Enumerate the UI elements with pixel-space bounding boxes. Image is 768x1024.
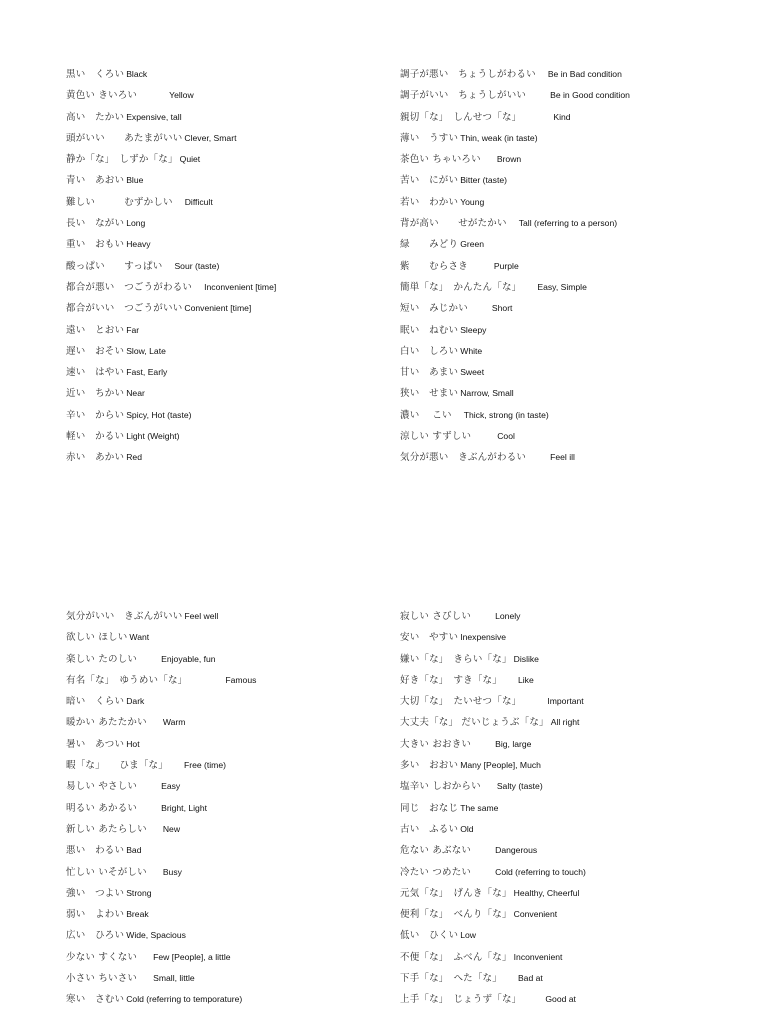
vocab-row xyxy=(66,256,276,277)
vocab-row xyxy=(66,64,276,85)
vocab-row xyxy=(400,734,586,755)
vocab-japanese: 弱い よわい xyxy=(66,909,125,921)
vocab-japanese: 酸っぱい すっぱい xyxy=(66,260,163,272)
vocab-japanese: 濃い こい xyxy=(400,409,452,421)
vocab-english: Be in Bad condition xyxy=(547,69,622,79)
vocab-japanese: 気分が悪い きぶんがわるい xyxy=(400,452,527,464)
vocab-row xyxy=(400,362,630,383)
vocab-japanese: 大丈夫「な」 だいじょうぶ「な」 xyxy=(400,717,549,729)
vocab-english: Cold (referring to temporature) xyxy=(126,994,243,1005)
vocab-japanese: 赤い あかい xyxy=(66,452,125,464)
vocab-japanese: 塩辛い しおからい xyxy=(400,781,481,793)
vocab-english: Lonely xyxy=(495,611,521,621)
vocab-japanese: 気分がいい きぶんがいい xyxy=(66,611,183,622)
vocab-row xyxy=(66,447,276,468)
vocab-row xyxy=(66,840,256,861)
vocab-japanese: 悪い わるい xyxy=(66,845,125,857)
vocab-english: Healthy, Cheerful xyxy=(513,887,580,898)
vocab-japanese: 黒い くろい xyxy=(66,69,125,80)
vocab-row xyxy=(66,712,256,733)
vocab-english: Long xyxy=(126,218,146,229)
vocab-japanese: 都合がいい つごうがいい xyxy=(66,303,183,315)
vocab-row xyxy=(400,840,586,861)
vocab-row xyxy=(400,234,630,255)
vocab-english: Easy, Simple xyxy=(537,281,587,292)
vocab-english: Green xyxy=(460,239,485,250)
vocab-japanese: 易しい やさしい xyxy=(66,781,138,793)
vocab-japanese: 遅い おそい xyxy=(66,345,125,357)
vocab-english: Clever, Smart xyxy=(184,132,237,143)
vocab-row xyxy=(66,149,276,170)
vocab-row xyxy=(66,606,256,627)
vocab-row xyxy=(400,649,586,670)
vocab-english: The same xyxy=(460,802,499,813)
vocab-english: Bright, Light xyxy=(161,802,207,813)
vocab-japanese: 不便「な」 ふべん「な」 xyxy=(400,951,512,963)
vocab-english: Many [People], Much xyxy=(460,760,541,771)
vocab-row xyxy=(400,883,586,904)
vocab-japanese: 若い わかい xyxy=(400,196,459,208)
vocab-japanese: 少ない すくない xyxy=(66,951,138,963)
vocab-english: Short xyxy=(491,303,513,314)
vocab-row xyxy=(400,447,630,468)
vocab-english: Fast, Early xyxy=(126,367,168,378)
vocab-row xyxy=(400,149,630,170)
vocab-english: New xyxy=(162,823,181,834)
vocab-row xyxy=(66,107,276,128)
vocab-row xyxy=(66,776,256,797)
vocab-english: Bitter (taste) xyxy=(460,175,508,186)
vocab-english: Spicy, Hot (taste) xyxy=(126,409,192,420)
vocab-english: Easy xyxy=(161,781,181,792)
vocab-english: Convenient [time] xyxy=(184,303,252,314)
vocab-row xyxy=(66,320,276,341)
vocab-english: Kind xyxy=(553,111,571,122)
vocab-column-bottom-left xyxy=(66,606,256,1011)
vocab-english: Wide, Spacious xyxy=(126,930,186,941)
vocab-english: Dark xyxy=(126,696,145,707)
vocab-english: Few [People], a little xyxy=(153,951,231,962)
vocab-japanese: 寒い さむい xyxy=(66,994,125,1006)
vocab-japanese: 寂しい さびしい xyxy=(400,611,472,622)
vocab-japanese: 新しい あたらしい xyxy=(66,823,147,835)
vocab-row xyxy=(400,170,630,191)
vocab-row xyxy=(66,649,256,670)
vocab-japanese: 頭がいい あたまがいい xyxy=(66,132,183,144)
vocab-english: Good at xyxy=(545,994,576,1005)
vocab-japanese: 下手「な」 へた「な」 xyxy=(400,973,502,985)
vocab-english: Inconvenient [time] xyxy=(204,281,277,292)
vocab-english: Expensive, tall xyxy=(126,111,182,122)
vocab-japanese: 白い しろい xyxy=(400,345,459,357)
vocab-english: Cool xyxy=(497,431,515,442)
vocab-english: Black xyxy=(126,69,148,79)
vocab-column-bottom-right xyxy=(400,606,586,1011)
vocab-english: Light (Weight) xyxy=(126,431,180,442)
vocab-row xyxy=(66,925,256,946)
vocab-english: Far xyxy=(126,324,140,335)
vocab-japanese: 広い ひろい xyxy=(66,930,125,942)
vocab-row xyxy=(400,989,586,1010)
vocab-row xyxy=(66,192,276,213)
vocab-row xyxy=(66,904,256,925)
vocab-japanese: 大きい おおきい xyxy=(400,738,472,750)
vocab-japanese: 調子が悪い ちょうしがわるい xyxy=(400,69,536,80)
vocab-row xyxy=(66,670,256,691)
vocab-japanese: 低い ひくい xyxy=(400,930,459,942)
vocab-column-top-left xyxy=(66,64,276,469)
vocab-row xyxy=(400,755,586,776)
vocab-english: Break xyxy=(126,909,149,920)
vocab-japanese: 楽しい たのしい xyxy=(66,653,138,665)
vocab-english: Bad at xyxy=(517,973,543,984)
vocab-row xyxy=(400,320,630,341)
vocab-row xyxy=(66,862,256,883)
vocab-english: Free (time) xyxy=(183,760,226,771)
vocab-row xyxy=(66,362,276,383)
vocab-japanese: 涼しい すずしい xyxy=(400,431,472,443)
vocab-japanese: 甘い あまい xyxy=(400,367,459,379)
vocab-japanese: 簡単「な」 かんたん「な」 xyxy=(400,281,522,293)
vocab-row xyxy=(400,776,586,797)
vocab-row xyxy=(66,627,256,648)
vocab-japanese: 苦い にがい xyxy=(400,175,459,187)
vocab-row xyxy=(400,712,586,733)
vocab-column-top-right xyxy=(400,64,630,469)
vocab-japanese: 古い ふるい xyxy=(400,823,459,835)
vocab-english: Warm xyxy=(162,717,186,728)
vocab-row xyxy=(400,298,630,319)
vocab-japanese: 紫 むらさき xyxy=(400,260,468,272)
vocab-english: Purple xyxy=(493,260,519,271)
vocab-row xyxy=(400,256,630,277)
vocab-english: All right xyxy=(550,717,580,728)
vocab-row xyxy=(400,925,586,946)
vocab-row xyxy=(400,277,630,298)
vocab-english: Big, large xyxy=(495,738,532,749)
vocab-row xyxy=(66,989,256,1010)
vocab-english: Sleepy xyxy=(460,324,487,335)
vocab-english: Convenient xyxy=(513,909,558,920)
vocab-english: Cold (referring to touch) xyxy=(495,866,586,877)
vocab-english: Want xyxy=(129,632,150,643)
vocab-row xyxy=(66,85,276,106)
vocab-english: Tall (referring to a person) xyxy=(518,218,618,229)
vocab-japanese: 親切「な」 しんせつ「な」 xyxy=(400,111,522,123)
vocab-japanese: 青い あおい xyxy=(66,175,125,187)
vocab-japanese: 都合が悪い つごうがわるい xyxy=(66,281,193,293)
vocab-japanese: 元気「な」 げんき「な」 xyxy=(400,887,512,899)
vocab-english: Important xyxy=(547,696,584,707)
vocab-row xyxy=(400,606,586,627)
vocab-japanese: 高い たかい xyxy=(66,111,125,123)
vocab-japanese: 緑 みどり xyxy=(400,239,459,251)
vocab-english: Famous xyxy=(225,674,257,685)
vocab-japanese: 背が高い せがたかい xyxy=(400,218,507,230)
vocab-japanese: 安い やすい xyxy=(400,632,459,644)
vocab-japanese: 明るい あかるい xyxy=(66,802,138,814)
vocab-english: White xyxy=(460,345,483,356)
vocab-japanese: 同じ おなじ xyxy=(400,802,459,814)
vocab-row xyxy=(66,405,276,426)
vocab-row xyxy=(66,755,256,776)
vocab-english: Old xyxy=(460,823,474,834)
vocab-english: Inconvenient xyxy=(513,951,563,962)
vocab-english: Heavy xyxy=(126,239,151,250)
vocab-english: Strong xyxy=(126,887,152,898)
vocab-english: Thin, weak (in taste) xyxy=(460,132,538,143)
vocab-japanese: 茶色い ちゃいろい xyxy=(400,154,481,166)
vocab-row xyxy=(66,798,256,819)
vocab-english: Difficult xyxy=(184,196,213,207)
vocab-english: Dislike xyxy=(513,653,539,664)
vocab-english: Be in Good condition xyxy=(550,90,630,101)
vocab-english: Like xyxy=(517,674,534,685)
vocab-row xyxy=(400,691,586,712)
vocab-english: Enjoyable, fun xyxy=(161,653,216,664)
vocab-row xyxy=(400,107,630,128)
vocab-japanese: 短い みじかい xyxy=(400,303,468,315)
vocab-japanese: 欲しい ほしい xyxy=(66,632,128,644)
vocab-english: Feel ill xyxy=(550,452,575,463)
vocab-row xyxy=(66,234,276,255)
vocab-row xyxy=(66,883,256,904)
vocab-english: Near xyxy=(126,388,145,399)
vocab-japanese: 難しい むずかしい xyxy=(66,196,173,208)
vocab-row xyxy=(66,128,276,149)
vocab-japanese: 大切「な」 たいせつ「な」 xyxy=(400,696,522,708)
vocab-english: Small, little xyxy=(153,973,195,984)
vocab-row xyxy=(400,862,586,883)
vocab-japanese: 危ない あぶない xyxy=(400,845,472,857)
vocab-japanese: 多い おおい xyxy=(400,760,459,772)
vocab-row xyxy=(400,383,630,404)
vocab-english: Brown xyxy=(496,154,522,165)
vocab-japanese: 長い ながい xyxy=(66,218,125,230)
vocab-japanese: 好き「な」 すき「な」 xyxy=(400,674,502,686)
vocab-english: Busy xyxy=(162,866,182,877)
vocab-row xyxy=(400,819,586,840)
vocab-row xyxy=(66,170,276,191)
vocab-japanese: 冷たい つめたい xyxy=(400,866,472,878)
vocab-row xyxy=(66,947,256,968)
vocab-english: Bad xyxy=(126,845,142,856)
vocab-row xyxy=(400,947,586,968)
vocab-row xyxy=(66,968,256,989)
vocab-english: Thick, strong (in taste) xyxy=(463,409,549,420)
vocab-row xyxy=(66,298,276,319)
vocab-english: Young xyxy=(460,196,485,207)
vocab-english: Red xyxy=(126,452,142,463)
vocab-english: Salty (taste) xyxy=(496,781,543,792)
vocab-japanese: 上手「な」 じょうず「な」 xyxy=(400,994,522,1006)
vocab-japanese: 辛い からい xyxy=(66,409,125,421)
vocab-japanese: 速い はやい xyxy=(66,367,125,379)
vocab-japanese: 嫌い「な」 きらい「な」 xyxy=(400,653,512,665)
vocab-row xyxy=(400,64,630,85)
vocab-japanese: 眠い ねむい xyxy=(400,324,459,336)
vocab-row xyxy=(400,213,630,234)
vocab-english: Inexpensive xyxy=(460,632,507,643)
vocab-row xyxy=(66,426,276,447)
vocab-row xyxy=(400,405,630,426)
vocab-row xyxy=(400,968,586,989)
vocab-japanese: 便利「な」 べんり「な」 xyxy=(400,909,512,921)
vocab-row xyxy=(400,85,630,106)
vocab-english: Yellow xyxy=(169,90,194,101)
vocab-japanese: 軽い かるい xyxy=(66,431,125,443)
vocab-row xyxy=(400,426,630,447)
vocab-english: Sweet xyxy=(460,367,485,378)
vocab-row xyxy=(66,341,276,362)
vocab-english: Quiet xyxy=(179,154,201,165)
vocab-row xyxy=(400,798,586,819)
vocab-row xyxy=(400,341,630,362)
vocab-japanese: 暗い くらい xyxy=(66,696,125,708)
vocab-english: Blue xyxy=(126,175,144,186)
vocab-japanese: 暑い あつい xyxy=(66,738,125,750)
vocab-japanese: 忙しい いそがしい xyxy=(66,866,147,878)
vocab-japanese: 静か「な」 しずか「な」 xyxy=(66,154,178,166)
vocab-english: Narrow, Small xyxy=(460,388,514,399)
vocab-row xyxy=(400,627,586,648)
vocab-english: Hot xyxy=(126,738,140,749)
vocab-english: Dangerous xyxy=(495,845,538,856)
vocab-japanese: 強い つよい xyxy=(66,887,125,899)
vocab-japanese: 薄い うすい xyxy=(400,132,459,144)
vocab-japanese: 近い ちかい xyxy=(66,388,125,400)
vocab-japanese: 重い おもい xyxy=(66,239,125,251)
vocab-japanese: 有名「な」 ゆうめい「な」 xyxy=(66,674,188,686)
vocab-row xyxy=(66,734,256,755)
vocab-japanese: 暇「な」 ひま「な」 xyxy=(66,760,168,772)
vocab-row xyxy=(400,192,630,213)
vocab-row xyxy=(400,904,586,925)
vocab-japanese: 狭い せまい xyxy=(400,388,459,400)
vocab-japanese: 黄色い きいろい xyxy=(66,90,138,102)
vocab-japanese: 暖かい あたたかい xyxy=(66,717,147,729)
vocab-row xyxy=(66,691,256,712)
vocab-japanese: 調子がいい ちょうしがいい xyxy=(400,90,527,102)
vocab-japanese: 小さい ちいさい xyxy=(66,973,138,985)
vocab-row xyxy=(66,819,256,840)
vocab-english: Feel well xyxy=(184,611,219,621)
vocab-english: Slow, Late xyxy=(126,345,166,356)
vocab-row xyxy=(66,383,276,404)
vocab-row xyxy=(400,670,586,691)
vocab-english: Sour (taste) xyxy=(174,260,220,271)
vocab-row xyxy=(66,277,276,298)
vocab-row xyxy=(400,128,630,149)
vocab-english: Low xyxy=(460,930,476,941)
vocab-row xyxy=(66,213,276,234)
vocab-japanese: 遠い とおい xyxy=(66,324,125,336)
